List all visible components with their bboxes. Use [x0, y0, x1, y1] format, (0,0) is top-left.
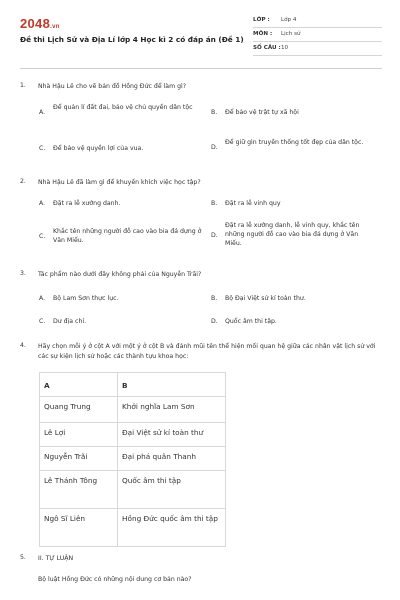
meta-row-count [253, 42, 382, 56]
meta-key: MÔN : [253, 31, 273, 37]
column-b-cell: Quốc âm thi tập [118, 471, 226, 509]
table-row [40, 509, 226, 547]
option-text: Để quản lí đất đai, bảo vệ chủ quyền dân tộc [53, 104, 193, 111]
meta-key: LỚP : [253, 17, 270, 23]
question-number: 3. [20, 270, 26, 277]
column-b-header: B [118, 373, 226, 397]
column-a-cell: Nguyễn Trãi [40, 447, 118, 471]
option-label: A. [39, 295, 46, 302]
option-text: Dư địa chí. [53, 318, 87, 325]
column-a-cell: Lê Lợi [40, 423, 118, 447]
column-a-cell: Lê Thánh Tông [40, 471, 118, 509]
column-a-cell: Ngô Sĩ Liên [40, 509, 118, 547]
option-text: Để bảo vệ quyền lợi của vua. [53, 145, 144, 152]
table-row [40, 423, 226, 447]
document-title: Đề thi Lịch Sử và Địa Lí lớp 4 Học kì 2 có đáp án (Đề 1) [20, 35, 244, 44]
option-label: B. [211, 200, 218, 207]
matching-table [39, 372, 226, 547]
meta-value: Lớp 4 [281, 17, 297, 23]
document-header [20, 14, 382, 62]
option-label: D. [211, 232, 218, 239]
question-number: 4. [20, 342, 26, 349]
question-number: 5. [20, 554, 26, 561]
logo-tld: .vn [50, 24, 60, 30]
option-text: Để giữ gìn truyền thống tốt đẹp của dân tộc. [225, 139, 364, 146]
option-label: D. [211, 318, 218, 325]
option-text: Bộ Đại Việt sử kí toàn thư. [225, 295, 306, 302]
column-b-cell: Hồng Đức quốc âm thi tập [118, 509, 226, 547]
option-label: B. [211, 109, 218, 116]
option-text: Bộ Lam Sơn thực lục. [53, 295, 119, 302]
option-text: Đặt ra lễ xướng danh. [53, 200, 121, 207]
table-row [40, 447, 226, 471]
option-text: Đặt ra lễ xướng danh, lễ vinh quy, khắc tên những người đỗ cao vào bia đá dựng ở Văn Miếu. [225, 222, 360, 247]
meta-table [253, 14, 382, 56]
option-label: C. [39, 145, 46, 152]
header-divider [20, 68, 382, 69]
meta-value: 10 [281, 45, 289, 51]
option-label: D. [211, 144, 218, 151]
meta-row-grade [253, 14, 382, 28]
logo-text: 2048 [20, 16, 51, 31]
option-label: C. [39, 318, 46, 325]
table-row [40, 397, 226, 423]
option-text: Khắc tên những người đỗ cao vào bia đá dựng ở Văn Miếu. [53, 228, 202, 244]
matching-header-row [40, 373, 226, 397]
question-text: Bộ luật Hồng Đức có những nội dung cơ bản nào? [38, 576, 192, 583]
meta-value: Lịch sử [281, 31, 301, 37]
option-label: A. [39, 109, 46, 116]
table-row [40, 471, 226, 509]
meta-key: SỐ CÂU : [253, 45, 281, 51]
question-text: Nhà Hậu Lê đã làm gì để khuyến khích việc học tập? [38, 179, 201, 186]
option-label: A. [39, 200, 46, 207]
question-text: Hãy chọn mỗi ý ở cột A với một ý ở cột B và đánh mũi tên thể hiện mối quan hệ giữa các nhân vật lịch sử với các sự kiện lịch sử hoặc các thành tựu khoa học: [38, 343, 376, 360]
column-b-cell: Khởi nghĩa Lam Sơn [118, 397, 226, 423]
option-text: Đặt ra lễ vinh quy [225, 200, 281, 207]
question-text: Nhà Hậu Lê cho vẽ bản đồ Hồng Đức để làm gì? [38, 83, 187, 90]
column-a-header: A [40, 373, 118, 397]
section-heading: II. TỰ LUẬN [38, 555, 74, 562]
option-label: C. [39, 233, 46, 240]
column-b-cell: Đại phá quân Thanh [118, 447, 226, 471]
meta-row-subject [253, 28, 382, 42]
column-b-cell: Đại Việt sử kí toàn thư [118, 423, 226, 447]
question-number: 2. [20, 178, 26, 185]
option-text: Để bảo vệ trật tự xã hội [225, 109, 299, 116]
option-text: Quốc âm thi tập. [225, 318, 277, 325]
option-label: B. [211, 295, 218, 302]
column-a-cell: Quang Trung [40, 397, 118, 423]
site-logo[interactable] [20, 16, 60, 31]
question-number: 1. [20, 82, 26, 89]
question-text: Tác phẩm nào dưới đây không phải của Nguyễn Trãi? [38, 271, 202, 278]
